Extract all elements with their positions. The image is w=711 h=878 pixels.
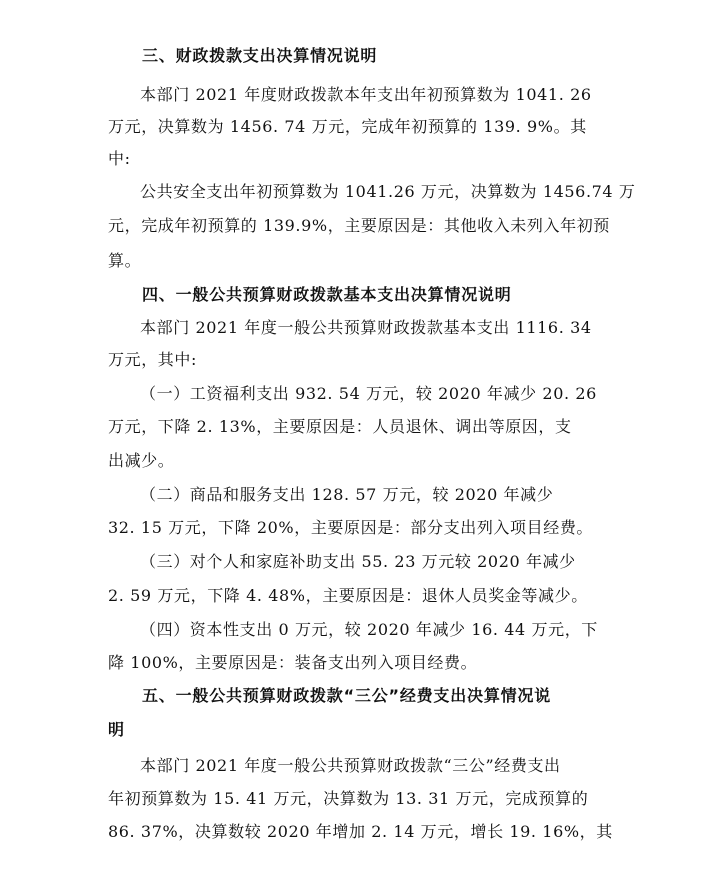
paragraph-line: 公共安全支出年初预算数为 1041.26 万元，决算数为 1456.74 万	[140, 182, 636, 201]
paragraph-line: 万元，决算数为 1456. 74 万元，完成年初预算的 139. 9%。其	[108, 117, 587, 136]
paragraph-line: 2. 59 万元，下降 4. 48%，主要原因是：退休人员奖金等减少。	[108, 586, 588, 605]
paragraph-line: 本部门 2021 年度一般公共预算财政拨款基本支出 1116. 34	[140, 318, 592, 337]
section-heading-3: 三、财政拨款支出决算情况说明	[142, 46, 378, 65]
paragraph-line: 年初预算数为 15. 41 万元，决算数为 13. 31 万元，完成预算的	[108, 789, 589, 808]
paragraph-line: （四）资本性支出 0 万元，较 2020 年减少 16. 44 万元，下	[140, 620, 598, 639]
paragraph-line: 中:	[108, 149, 131, 168]
paragraph-line: 降 100%，主要原因是：装备支出列入项目经费。	[108, 653, 478, 672]
paragraph-line: 32. 15 万元，下降 20%，主要原因是：部分支出列入项目经费。	[108, 518, 594, 537]
section-heading-5-continued: 明	[108, 720, 125, 739]
paragraph-line: （三）对个人和家庭补助支出 55. 23 万元较 2020 年减少	[140, 552, 576, 571]
section-heading-5: 五、一般公共预算财政拨款“三公”经费支出决算情况说	[142, 686, 552, 705]
paragraph-line: 万元，下降 2. 13%，主要原因是：人员退休、调出等原因，支	[108, 417, 572, 436]
paragraph-line: 万元，其中:	[108, 350, 197, 369]
paragraph-line: （二）商品和服务支出 128. 57 万元，较 2020 年减少	[140, 485, 554, 504]
paragraph-line: 算。	[108, 251, 142, 270]
paragraph-line: 本部门 2021 年度一般公共预算财政拨款“三公”经费支出	[140, 756, 561, 775]
paragraph-line: 元，完成年初预算的 139.9%，主要原因是：其他收入未列入年初预	[108, 216, 610, 235]
paragraph-line: （一）工资福利支出 932. 54 万元，较 2020 年减少 20. 26	[140, 384, 597, 403]
paragraph-line: 本部门 2021 年度财政拨款本年支出年初预算数为 1041. 26	[140, 85, 592, 104]
paragraph-line: 出减少。	[108, 451, 175, 470]
section-heading-4: 四、一般公共预算财政拨款基本支出决算情况说明	[142, 285, 512, 304]
paragraph-line: 86. 37%，决算数较 2020 年增加 2. 14 万元，增长 19. 16%，其	[108, 822, 613, 841]
